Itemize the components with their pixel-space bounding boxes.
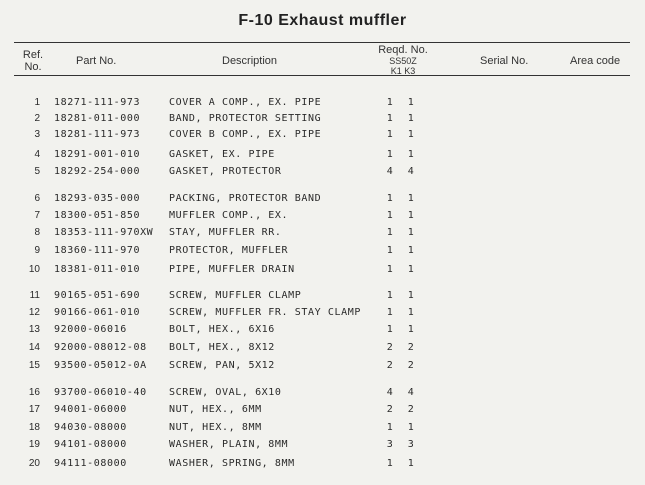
description: COVER B COMP., EX. PIPE	[169, 129, 322, 140]
part-number: 18281-111-973	[54, 129, 141, 140]
description: PIPE, MUFFLER DRAIN	[169, 264, 295, 275]
col-header-ref-line1: Ref.	[22, 49, 44, 61]
part-number: 18271-111-973	[54, 97, 141, 108]
qty-k3: 1	[407, 210, 415, 221]
qty-k1: 4	[386, 166, 394, 177]
ref-number: 18	[28, 422, 40, 433]
col-header-ref	[18, 49, 48, 73]
description: WASHER, PLAIN, 8MM	[169, 439, 289, 450]
description: GASKET, PROTECTOR	[169, 166, 282, 177]
qty-k3: 1	[407, 113, 415, 124]
table-row	[0, 127, 645, 142]
description: NUT, HEX., 8MM	[169, 422, 262, 433]
table-row	[0, 243, 645, 258]
description: BAND, PROTECTOR SETTING	[169, 113, 322, 124]
part-number: 18300-051-850	[54, 210, 141, 221]
table-row	[0, 191, 645, 206]
part-number: 93700-06010-40	[54, 387, 147, 398]
qty-k1: 1	[386, 149, 394, 160]
ref-number: 15	[28, 360, 40, 371]
ref-number: 17	[28, 404, 40, 415]
qty-k3: 1	[407, 245, 415, 256]
part-number: 18281-011-000	[54, 113, 141, 124]
table-row	[0, 385, 645, 400]
qty-k1: 1	[386, 307, 394, 318]
ref-number: 14	[28, 342, 40, 353]
col-header-ref-line2: No.	[24, 61, 42, 73]
description: GASKET, EX. PIPE	[169, 149, 275, 160]
header-top-rule	[14, 42, 630, 43]
col-header-reqd-model: SS50Z	[389, 56, 417, 66]
header-bottom-rule	[14, 75, 630, 76]
qty-k3: 1	[407, 129, 415, 140]
qty-k1: 1	[386, 129, 394, 140]
ref-number: 5	[34, 166, 40, 177]
qty-k3: 3	[407, 439, 415, 450]
qty-k1: 1	[386, 264, 394, 275]
ref-number: 2	[34, 113, 40, 124]
qty-k1: 1	[386, 113, 394, 124]
table-row	[0, 402, 645, 417]
qty-k1: 1	[386, 97, 394, 108]
description: SCREW, MUFFLER FR. STAY CLAMP	[169, 307, 361, 318]
qty-k1: 1	[386, 193, 394, 204]
qty-k3: 2	[407, 360, 415, 371]
ref-number: 20	[28, 458, 40, 469]
description: STAY, MUFFLER RR.	[169, 227, 282, 238]
col-header-part: Part No.	[76, 55, 117, 67]
qty-k3: 1	[407, 149, 415, 160]
part-number: 94030-08000	[54, 422, 127, 433]
table-row	[0, 164, 645, 179]
table-row	[0, 456, 645, 471]
ref-number: 16	[28, 387, 40, 398]
part-number: 92000-08012-08	[54, 342, 147, 353]
part-number: 93500-05012-0A	[54, 360, 147, 371]
table-row	[0, 420, 645, 435]
qty-k1: 3	[386, 439, 394, 450]
qty-k3: 1	[407, 264, 415, 275]
description: WASHER, SPRING, 8MM	[169, 458, 295, 469]
qty-k3: 1	[407, 422, 415, 433]
table-row	[0, 147, 645, 162]
table-row	[0, 288, 645, 303]
qty-k1: 1	[386, 324, 394, 335]
qty-k1: 1	[386, 227, 394, 238]
description: BOLT, HEX., 8X12	[169, 342, 275, 353]
col-header-area-code: Area code	[570, 55, 621, 67]
part-number: 92000-06016	[54, 324, 127, 335]
ref-number: 13	[28, 324, 40, 335]
ref-number: 10	[28, 264, 40, 275]
qty-k1: 2	[386, 404, 394, 415]
part-number: 94001-06000	[54, 404, 127, 415]
qty-k1: 1	[386, 245, 394, 256]
col-header-reqd-variants: K1 K3	[390, 66, 416, 76]
ref-number: 4	[34, 149, 40, 160]
qty-k3: 1	[407, 97, 415, 108]
part-number: 18381-011-010	[54, 264, 141, 275]
description: SCREW, OVAL, 6X10	[169, 387, 282, 398]
ref-number: 3	[34, 129, 40, 140]
part-number: 18360-111-970	[54, 245, 141, 256]
ref-number: 1	[34, 97, 40, 108]
description: BOLT, HEX., 6X16	[169, 324, 275, 335]
part-number: 90165-051-690	[54, 290, 141, 301]
ref-number: 9	[34, 245, 40, 256]
description: COVER A COMP., EX. PIPE	[169, 97, 322, 108]
qty-k3: 2	[407, 342, 415, 353]
part-number: 90166-061-010	[54, 307, 141, 318]
qty-k3: 1	[407, 193, 415, 204]
ref-number: 7	[34, 210, 40, 221]
qty-k3: 1	[407, 290, 415, 301]
ref-number: 11	[29, 290, 40, 301]
description: PROTECTOR, MUFFLER	[169, 245, 289, 256]
table-row	[0, 340, 645, 355]
part-number: 94111-08000	[54, 458, 127, 469]
col-header-reqd	[368, 44, 438, 76]
qty-k3: 1	[407, 458, 415, 469]
table-row	[0, 262, 645, 277]
part-number: 18293-035-000	[54, 193, 141, 204]
description: NUT, HEX., 6MM	[169, 404, 262, 415]
part-number: 18292-254-000	[54, 166, 141, 177]
page-title: F-10 Exhaust muffler	[238, 12, 407, 29]
table-row	[0, 225, 645, 240]
table-row	[0, 95, 645, 110]
qty-k3: 4	[407, 166, 415, 177]
ref-number: 6	[34, 193, 40, 204]
ref-number: 19	[28, 439, 40, 450]
qty-k1: 4	[386, 387, 394, 398]
table-row	[0, 111, 645, 126]
qty-k3: 1	[407, 227, 415, 238]
part-number: 18291-001-010	[54, 149, 141, 160]
ref-number: 12	[28, 307, 40, 318]
part-number: 94101-08000	[54, 439, 127, 450]
col-header-reqd-line1: Reqd. No.	[378, 44, 428, 56]
qty-k1: 1	[386, 210, 394, 221]
qty-k3: 1	[407, 324, 415, 335]
description: PACKING, PROTECTOR BAND	[169, 193, 322, 204]
description: SCREW, MUFFLER CLAMP	[169, 290, 302, 301]
qty-k3: 4	[407, 387, 415, 398]
qty-k3: 1	[407, 307, 415, 318]
table-row	[0, 358, 645, 373]
description: MUFFLER COMP., EX.	[169, 210, 289, 221]
qty-k1: 1	[386, 290, 394, 301]
part-number: 18353-111-970XW	[54, 227, 154, 238]
col-header-serial: Serial No.	[480, 55, 529, 67]
ref-number: 8	[34, 227, 40, 238]
description: SCREW, PAN, 5X12	[169, 360, 275, 371]
qty-k1: 1	[386, 458, 394, 469]
table-row	[0, 322, 645, 337]
table-row	[0, 305, 645, 320]
qty-k1: 1	[386, 422, 394, 433]
table-row	[0, 208, 645, 223]
qty-k1: 2	[386, 360, 394, 371]
qty-k3: 2	[407, 404, 415, 415]
col-header-description: Description	[222, 55, 278, 67]
table-row	[0, 437, 645, 452]
qty-k1: 2	[386, 342, 394, 353]
